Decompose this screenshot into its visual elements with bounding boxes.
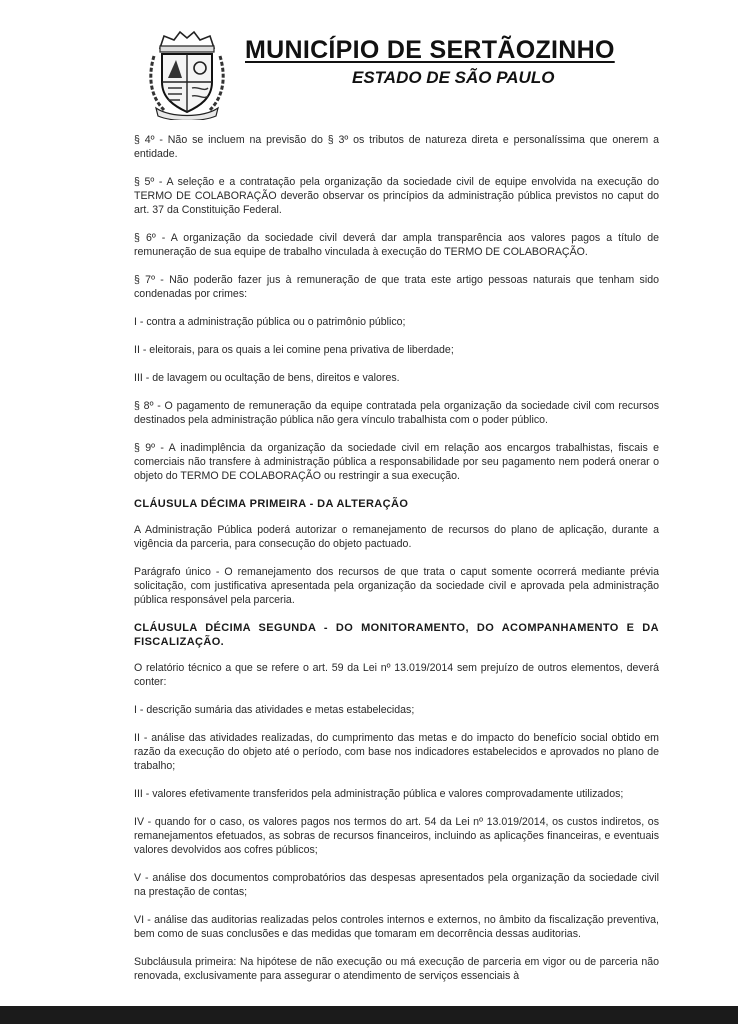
coat-of-arms-icon (146, 26, 228, 120)
paragraph: § 5º - A seleção e a contratação pela organização da sociedade civil de equipe envolvida na execução do TERMO DE COLABORAÇÃO deverão observar os princípios da administração pública previstos no caput do art. 37 da Constituição Federal. (134, 176, 659, 216)
state-subtitle: ESTADO DE SÃO PAULO (352, 68, 555, 87)
paragraph: Subcláusula primeira: Na hipótese de não execução ou má execução de parceria em vigor ou de parceria não renovada, exclusivamente para assegurar o atendimento de serviços essenciais à (134, 956, 659, 982)
paragraph: I - contra a administração pública ou o patrimônio público; (134, 316, 406, 328)
municipality-title: MUNICÍPIO DE SERTÃOZINHO (245, 36, 615, 64)
paragraph: A Administração Pública poderá autorizar o remanejamento de recursos do plano de aplicação, durante a vigência da parceria, para consecução do objeto pactuado. (134, 524, 659, 550)
clause-heading: CLÁUSULA DÉCIMA SEGUNDA - DO MONITORAMENTO, DO ACOMPANHAMENTO E DA FISCALIZAÇÃO. (134, 622, 659, 648)
paragraph: § 8º - O pagamento de remuneração da equipe contratada pela organização da sociedade civil com recursos destinados pela administração pública não gera vínculo trabalhista com o poder público. (134, 400, 659, 426)
document-body (134, 133, 659, 997)
paragraph: § 6º - A organização da sociedade civil deverá dar ampla transparência aos valores pagos a título de remuneração de sua equipe de trabalho vinculada à execução do TERMO DE COLABORAÇÃO. (134, 232, 659, 258)
paragraph: III - de lavagem ou ocultação de bens, direitos e valores. (134, 372, 400, 384)
scan-edge-bar (0, 1006, 738, 1024)
paragraph: O relatório técnico a que se refere o art. 59 da Lei nº 13.019/2014 sem prejuízo de outros elementos, deverá conter: (134, 662, 659, 688)
paragraph: § 9º - A inadimplência da organização da sociedade civil em relação aos encargos trabalhistas, fiscais e comerciais não transfere à administração pública a responsabilidade por seu pagamento nem poderá onerar o objeto do TERMO DE COLABORAÇÃO ou restringir a sua execução. (134, 442, 659, 482)
paragraph: IV - quando for o caso, os valores pagos nos termos do art. 54 da Lei nº 13.019/2014, os custos indiretos, os remanejamentos efetuados, as sobras de recursos financeiros, incluindo as aplicações financeiras, e eventuais valores devolvidos aos cofres públicos; (134, 816, 659, 856)
paragraph: II - eleitorais, para os quais a lei comine pena privativa de liberdade; (134, 344, 454, 356)
paragraph: VI - análise das auditorias realizadas pelos controles internos e externos, no âmbito da fiscalização preventiva, bem como de suas conclusões e das medidas que tomaram em decorrência dessas auditorias. (134, 914, 659, 940)
paragraph: II - análise das atividades realizadas, do cumprimento das metas e do impacto do benefício social obtido em razão da execução do objeto até o período, com base nos indicadores estabelecidos e aprovados no plano de trabalho; (134, 732, 659, 772)
paragraph: Parágrafo único - O remanejamento dos recursos de que trata o caput somente ocorrerá mediante prévia solicitação, com justificativa apresentada pela organização da sociedade civil e aprovada pela administração pública responsável pela parceria. (134, 566, 659, 606)
paragraph: III - valores efetivamente transferidos pela administração pública e valores comprovadamente utilizados; (134, 788, 624, 800)
paragraph: V - análise dos documentos comprobatórios das despesas apresentados pela organização da sociedade civil na prestação de contas; (134, 872, 659, 898)
letterhead (140, 24, 700, 124)
clause-heading: CLÁUSULA DÉCIMA PRIMEIRA - DA ALTERAÇÃO (134, 498, 409, 510)
paragraph: I - descrição sumária das atividades e metas estabelecidas; (134, 704, 415, 716)
paragraph: § 4º - Não se incluem na previsão do § 3º os tributos de natureza direta e personalíssima que onerem a entidade. (134, 134, 659, 160)
paragraph: § 7º - Não poderão fazer jus à remuneração de que trata este artigo pessoas naturais que tenham sido condenadas por crimes: (134, 274, 659, 300)
